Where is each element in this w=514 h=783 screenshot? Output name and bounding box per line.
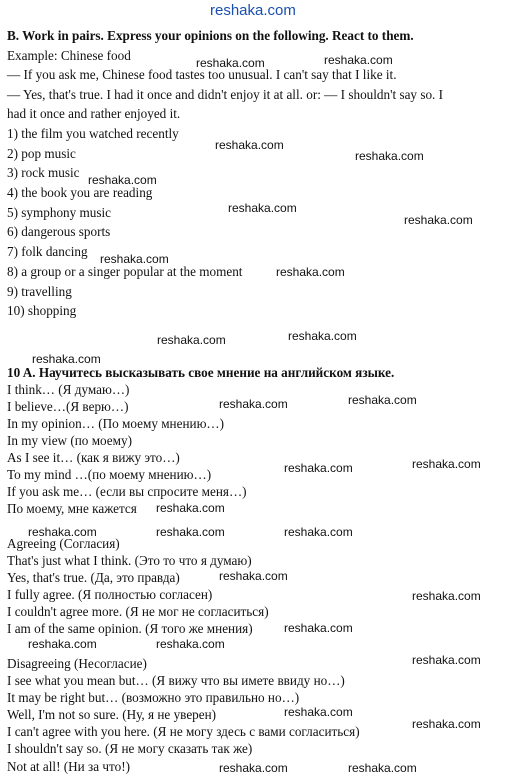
watermark: reshaka.com: [412, 717, 481, 731]
opinion-phrase: If you ask me… (если вы спросите меня…): [7, 484, 247, 499]
disagreeing-phrase: It may be right but… (возможно это правильно но…): [7, 690, 300, 705]
site-header[interactable]: reshaka.com: [210, 2, 296, 19]
opinion-phrase: To my mind …(по моему мнению…): [7, 467, 212, 482]
watermark: reshaka.com: [348, 393, 417, 407]
disagreeing-title: Disagreeing (Несогласие): [7, 656, 147, 671]
watermark: reshaka.com: [28, 525, 97, 539]
disagreeing-phrase: I can't agree with you here. (Я не могу здесь с вами согласиться): [7, 724, 360, 739]
list-item: 7) folk dancing: [7, 244, 88, 259]
opinion-phrase: По моему, мне кажется: [7, 501, 137, 516]
opinion-phrase: As I see it… (как я вижу это…): [7, 450, 180, 465]
watermark: reshaka.com: [156, 525, 225, 539]
list-item: 6) dangerous sports: [7, 224, 111, 239]
watermark: reshaka.com: [28, 637, 97, 651]
watermark: reshaka.com: [276, 265, 345, 279]
list-item: 9) travelling: [7, 284, 72, 299]
section-10a-heading: 10 A. Научитесь высказывать свое мнение на английском языке.: [7, 365, 395, 380]
opinion-phrase: I think… (Я думаю…): [7, 382, 130, 397]
watermark: reshaka.com: [156, 501, 225, 515]
watermark: reshaka.com: [88, 173, 157, 187]
disagreeing-phrase: I see what you mean but… (Я вижу что вы имете ввиду но…): [7, 673, 345, 688]
watermark: reshaka.com: [157, 333, 226, 347]
watermark: reshaka.com: [284, 461, 353, 475]
agreeing-phrase: I couldn't agree more. (Я не мог не согласиться): [7, 604, 269, 619]
opinion-phrase: In my view (по моему): [7, 433, 132, 448]
opinion-phrase: I believe…(Я верю…): [7, 399, 129, 414]
watermark: reshaka.com: [284, 705, 353, 719]
watermark: reshaka.com: [324, 53, 393, 67]
list-item: 8) a group or a singer popular at the moment: [7, 264, 243, 279]
disagreeing-phrase: Not at all! (Ни за что!): [7, 759, 130, 774]
watermark: reshaka.com: [348, 761, 417, 775]
watermark: reshaka.com: [284, 525, 353, 539]
example-line-2: — Yes, that's true. I had it once and didn't enjoy it at all. or: — I shouldn't say so. I: [7, 87, 444, 102]
example-label: Example: Chinese food: [7, 48, 131, 63]
watermark: reshaka.com: [412, 653, 481, 667]
agreeing-title: Agreeing (Согласия): [7, 536, 120, 551]
watermark: reshaka.com: [404, 213, 473, 227]
watermark: reshaka.com: [219, 761, 288, 775]
watermark: reshaka.com: [100, 252, 169, 266]
list-item: 4) the book you are reading: [7, 185, 153, 200]
watermark: reshaka.com: [219, 397, 288, 411]
watermark: reshaka.com: [412, 589, 481, 603]
list-item: 3) rock music: [7, 165, 80, 180]
watermark: reshaka.com: [32, 352, 101, 366]
list-item: 10) shopping: [7, 303, 77, 318]
list-item: 5) symphony music: [7, 205, 112, 220]
watermark: reshaka.com: [156, 637, 225, 651]
agreeing-phrase: That's just what I think. (Это то что я думаю): [7, 553, 252, 568]
watermark: reshaka.com: [215, 138, 284, 152]
disagreeing-phrase: I shouldn't say so. (Я не могу сказать так же): [7, 741, 253, 756]
agreeing-phrase: Yes, that's true. (Да, это правда): [7, 570, 180, 585]
watermark: reshaka.com: [228, 201, 297, 215]
watermark: reshaka.com: [288, 329, 357, 343]
disagreeing-phrase: Well, I'm not so sure. (Ну, я не уверен): [7, 707, 217, 722]
example-line-3: had it once and rather enjoyed it.: [7, 106, 181, 121]
agreeing-phrase: I fully agree. (Я полностью согласен): [7, 587, 213, 602]
watermark: reshaka.com: [219, 569, 288, 583]
watermark: reshaka.com: [284, 621, 353, 635]
watermark: reshaka.com: [412, 457, 481, 471]
section-b-heading: B. Work in pairs. Express your opinions on the following. React to them.: [7, 28, 414, 43]
list-item: 2) pop music: [7, 146, 76, 161]
list-item: 1) the film you watched recently: [7, 126, 179, 141]
example-line-1: — If you ask me, Chinese food tastes too unusual. I can't say that I like it.: [7, 67, 397, 82]
watermark: reshaka.com: [196, 56, 265, 70]
agreeing-phrase: I am of the same opinion. (Я того же мнения): [7, 621, 253, 636]
opinion-phrase: In my opinion… (По моему мнению…): [7, 416, 225, 431]
watermark: reshaka.com: [355, 149, 424, 163]
